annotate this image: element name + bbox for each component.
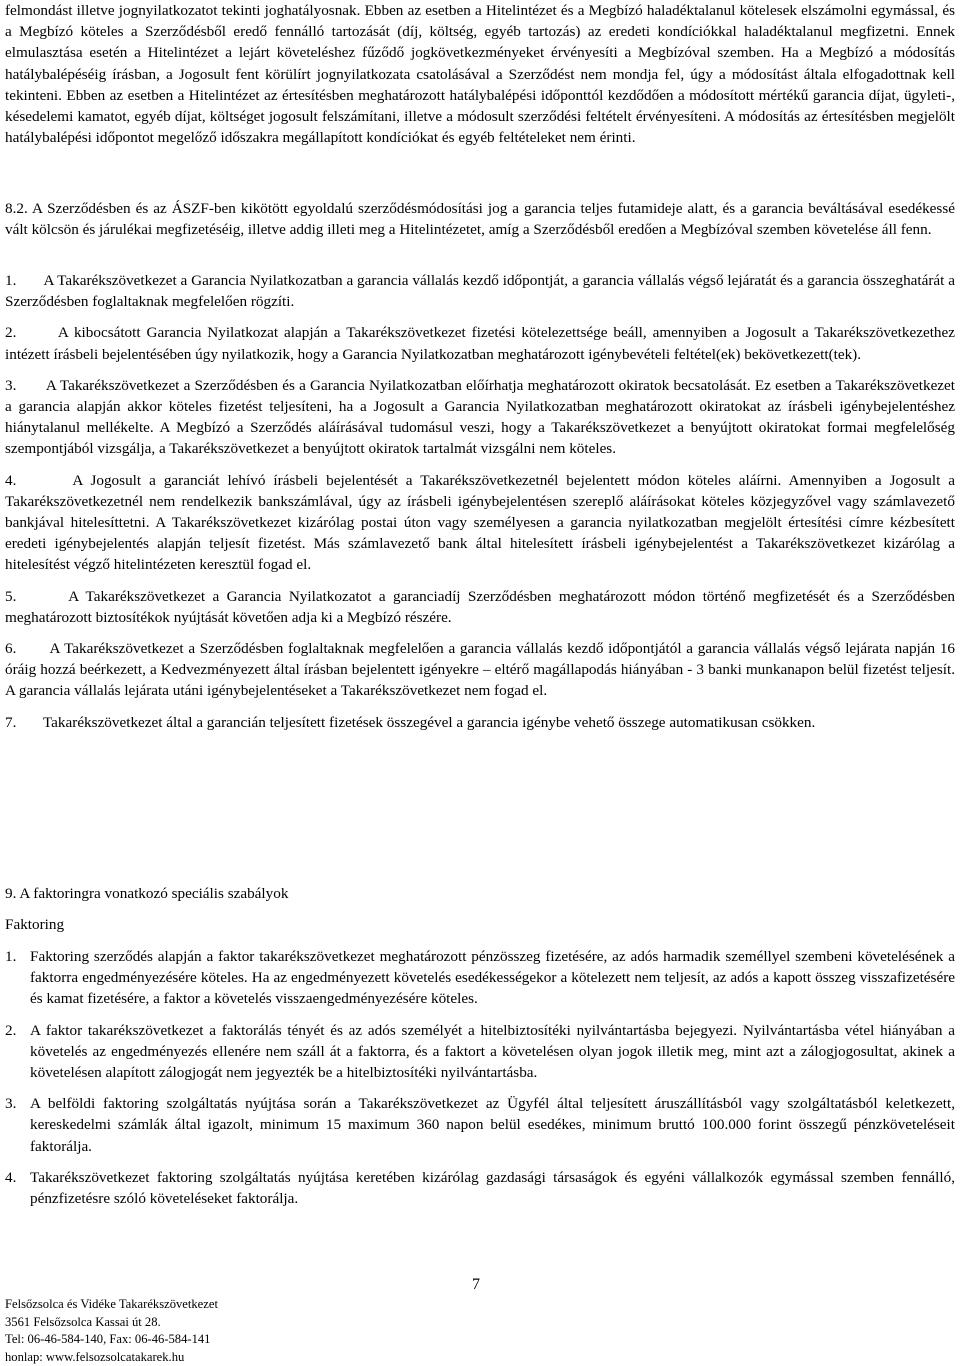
item-number: 1.	[5, 948, 17, 965]
intro-text-1: felmondást illetve jognyilatkozatot tekinti joghatályosnak. Ebben az esetben a Hitelintézet és a Megbízó haladéktalanul kötelesek elszámolni egymással, és a Megbízó köteles a Szerződésből eredő fennálló tartozását (díj, költség, egyéb tartozás) az eredeti kondíciókkal haladéktalanul megfizetni. Ennek elmulasztása esetén a Hitelintézet a lejárt követeléshez fűződő jogkövetkezményeket érvényesíti a Megbízóval szemben.	[5, 2, 955, 62]
item-text: A Takarékszövetkezet a Szerződésben foglaltaknak megfelelően a garancia vállalás kezdő időpontjától a garancia vállalás végső lejárata napján 16 óráig hozzá beérkezett, a Kedvezményezett által írásban bejelentett igényekre – eltérő magállapodás hiányában - 3 banki munkanapon belül fizetést teljesít. A garancia vállalás lejárata utáni igénybejelentéseket a Takarékszövetkezet nem fogad el.	[5, 640, 956, 700]
guarantee-item	[5, 586, 955, 628]
guarantee-item	[5, 322, 955, 364]
guarantee-item	[5, 470, 955, 576]
intro-text-2: Ha a Megbízó a módosítás hatálybalépéséig írásban, a Jogosult fent körülírt jognyilatkozata csatolásával a Szerződést nem mondja fel, úgy a módosítást általa elfogadottnak kell tekinteni.	[5, 44, 955, 104]
section-9-subtitle: Faktoring	[5, 916, 65, 933]
item-text: A Takarékszövetkezet a Garancia Nyilatkozatot a garanciadíj Szerződésben meghatározott módon történő megfizetését és a Szerződésben meghatározott biztosítékok nyújtását követően adja ki a Megbízó részére.	[5, 587, 955, 626]
item-text: A Takarékszövetkezet a Szerződésben és a Garancia Nyilatkozatban előírhatja meghatározott okiratok becsatolását. Ez esetben a Takarékszövetkezet a garancia alapján akkor köteles fizetést teljesíteni, ha a Jogosult a Garancia Nyilatkozatban meghatározott okiratokat az írásbeli igénybejelentéshez hiánytalanul mellékelte. A Megbízó a Szerződés aláírásával tudomásul veszi, hogy a Takarékszövetkezet a benyújtott okiratokat formai megfelelőség szempontjából vizsgálja, a Takarékszövetkezet a benyújtott okiratok tartalmát vizsgálni nem köteles.	[5, 376, 956, 458]
footer	[5, 1296, 218, 1366]
factoring-item	[5, 946, 955, 1010]
section-8-2-text: 8.2. A Szerződésben és az ÁSZF-ben kikötött egyoldalú szerződésmódosítási jog a garancia teljes futamideje alatt, és a garancia beváltásával esedékessé vált kölcsön és járulékai megfizetéséig, illetve addig illeti meg a Hitelintézetet, amíg a Szerződésből eredően a Megbízóval szemben követelése áll fenn.	[5, 200, 955, 239]
factoring-item	[5, 1020, 955, 1084]
item-number: 1.	[5, 272, 17, 289]
footer-address: 3561 Felsőzsolca Kassai út 28.	[5, 1314, 161, 1329]
item-text: Takarékszövetkezet faktoring szolgáltatás nyújtása keretében kizárólag gazdasági társaságok és egyéni vállalkozók egymással szemben fennálló, pénzfizetésre szóló követeléseket faktorálja.	[30, 1168, 955, 1208]
item-number: 3.	[5, 1095, 17, 1113]
intro-paragraph	[5, 0, 955, 148]
item-text: A Takarékszövetkezet a Garancia Nyilatkozatban a garancia vállalás kezdő időpontját, a garancia vállalás végső lejáratát és a garancia összeghatárát a Szerződésben foglaltaknak megfelelően rögzíti.	[5, 272, 955, 311]
item-number: 7.	[5, 713, 17, 731]
section-8-2	[5, 198, 955, 250]
guarantee-item	[5, 270, 955, 312]
item-number: 2.	[5, 1021, 17, 1039]
intro-text-3: Ebben az esetben a Hitelintézet az értesítésben meghatározott hatálybalépési időponttól kezdődően a módosított mértékű garancia díjat, ügyleti-, késedelemi kamatot, egyéb díjat, költséget jogosult felszámítani, illetve a módosult szerződési feltételt érvényesíteni. A módosítás az értesítésben megjelölt hatálybalépési időpontot megelőző időszakra megállapított kondíciókat és egyéb feltételeket nem érinti.	[5, 86, 956, 147]
item-text: A faktor takarékszövetkezet a faktorálás tényét és az adós személyét a hitelbiztosítéki nyilvántartásba bejegyezi. Nyilvántartásba vétel hiányában a követelés az engedményezés ellenére nem száll át a faktorra, és a faktort a követelésen olyan jogok illetik meg, mint azt a zálogjogosultat, akinek a követelésen alapított zálogjogát nem jegyezték be a hitelbiztosítéki nyilvántartásba.	[30, 1021, 955, 1082]
item-number: 4.	[5, 1168, 17, 1186]
item-number: 3.	[5, 376, 17, 394]
factoring-item	[5, 1093, 955, 1157]
item-text: A kibocsátott Garancia Nyilatkozat alapján a Takarékszövetkezet fizetési kötelezettsége beáll, amennyiben a Jogosult a Takarékszövetkezethez intézett írásbeli bejelentésében úgy nyilatkozik, hogy a Garancia Nyilatkozatban meghatározott igénybevételi feltétel(ek) bekövetkezett(tek).	[5, 324, 955, 363]
page-number: 7	[472, 1276, 480, 1293]
item-number: 6.	[5, 640, 17, 658]
footer-web: honlap: www.felsozsolcatakarek.hu	[5, 1349, 185, 1364]
guarantee-item	[5, 712, 955, 733]
factoring-item	[5, 1167, 955, 1209]
section-9-title: 9. A faktoringra vonatkozó speciális szabályok	[5, 885, 289, 902]
item-text: Takarékszövetkezet által a garancián teljesített fizetések összegével a garancia igénybe vehető összege automatikusan csökken.	[42, 713, 816, 731]
item-text: Faktoring szerződés alapján a faktor takarékszövetkezet meghatározott pénzösszeg fizetésére, az adós harmadik személlyel szembeni követelésének a faktorra engedményezésére köteles. Ha az engedményezett követelés esedékességekor a kötelezett nem teljesít, az adós a kapott összeg visszafizetésére és kamat fizetésére, a faktor a követelés visszaengedményezésére köteles.	[30, 948, 955, 1008]
item-text: A Jogosult a garanciát lehívó írásbeli bejelentését a Takarékszövetkezetnél bejelentett módon köteles aláírni. Amennyiben a Jogosult a Takarékszövetkezetnél nem rendelkezik bankszámlával, úgy az írásbeli igénybejelentésen szereplő aláírásokat köteles közjegyzővel vagy számlavezető bankjával hitelesíttetni. A Takarékszövetkezet kizárólag postai úton vagy személyesen a garancia nyilatkozatban megjelölt értesítési címre kézbesített eredeti igénybejelentés alapján teljesít fizetést. Más számlavezető bank által hitelesített írásbeli igénybejelentést a Takarékszövetkezet kizárólag a hitelesítést végző hitelintézeten keresztül fogad el.	[5, 471, 956, 574]
item-number: 5.	[5, 587, 17, 605]
guarantee-item	[5, 638, 955, 702]
guarantee-item	[5, 375, 955, 460]
guarantee-list	[5, 270, 955, 743]
item-text: A belföldi faktoring szolgáltatás nyújtása során a Takarékszövetkezet az Ügyfél által teljesített áruszállításból vagy szolgáltatásból keletkezett, kereskedelmi számlák által igazolt, minimum 15 maximum 360 napon belül esedékes, minimum bruttó 100.000 forint összegű pénzköveteléseit faktorálja.	[30, 1095, 955, 1155]
factoring-list	[5, 946, 955, 1219]
item-number: 4.	[5, 471, 17, 489]
footer-phone: Tel: 06-46-584-140, Fax: 06-46-584-141	[5, 1332, 211, 1346]
footer-org: Felsőzsolca és Vidéke Takarékszövetkezet	[5, 1297, 218, 1311]
item-number: 2.	[5, 324, 17, 342]
